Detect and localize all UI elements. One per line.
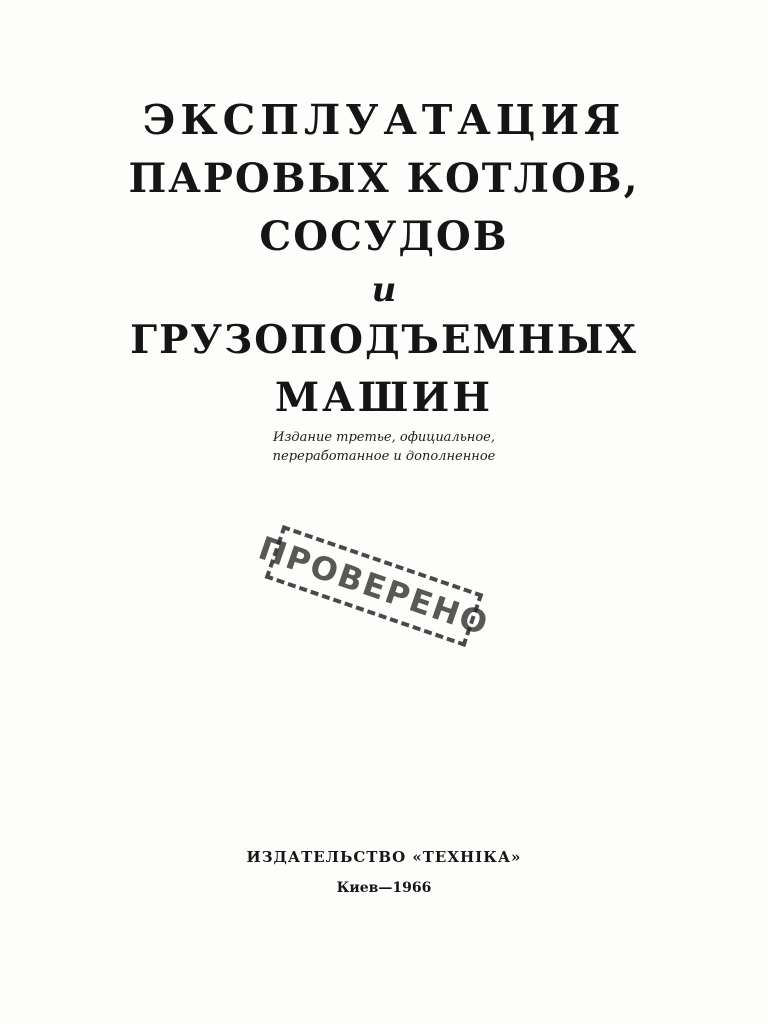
place-year: Киев—1966 (336, 880, 432, 896)
book-title (0, 96, 768, 421)
stamp-text: ПРОВЕРЕНО (253, 528, 495, 644)
title-line-6: МАШИН (274, 374, 494, 421)
publisher-name: ИЗДАТЕЛЬСТВО «ТЕХНІКА» (246, 848, 522, 866)
title-line-3: СОСУДОВ (259, 213, 509, 260)
title-line-5: ГРУЗОПОДЪЕМНЫХ (130, 317, 638, 363)
title-line-1: ЭКСПЛУАТАЦИЯ (142, 96, 626, 144)
title-conjunction: и (371, 270, 397, 310)
library-stamp (253, 525, 495, 647)
edition-note (0, 428, 768, 466)
edition-line-2: переработанное и дополненное (272, 449, 496, 464)
title-line-2: ПАРОВЫХ КОТЛОВ, (128, 155, 640, 202)
edition-line-1: Издание третье, официальное, (272, 430, 496, 445)
